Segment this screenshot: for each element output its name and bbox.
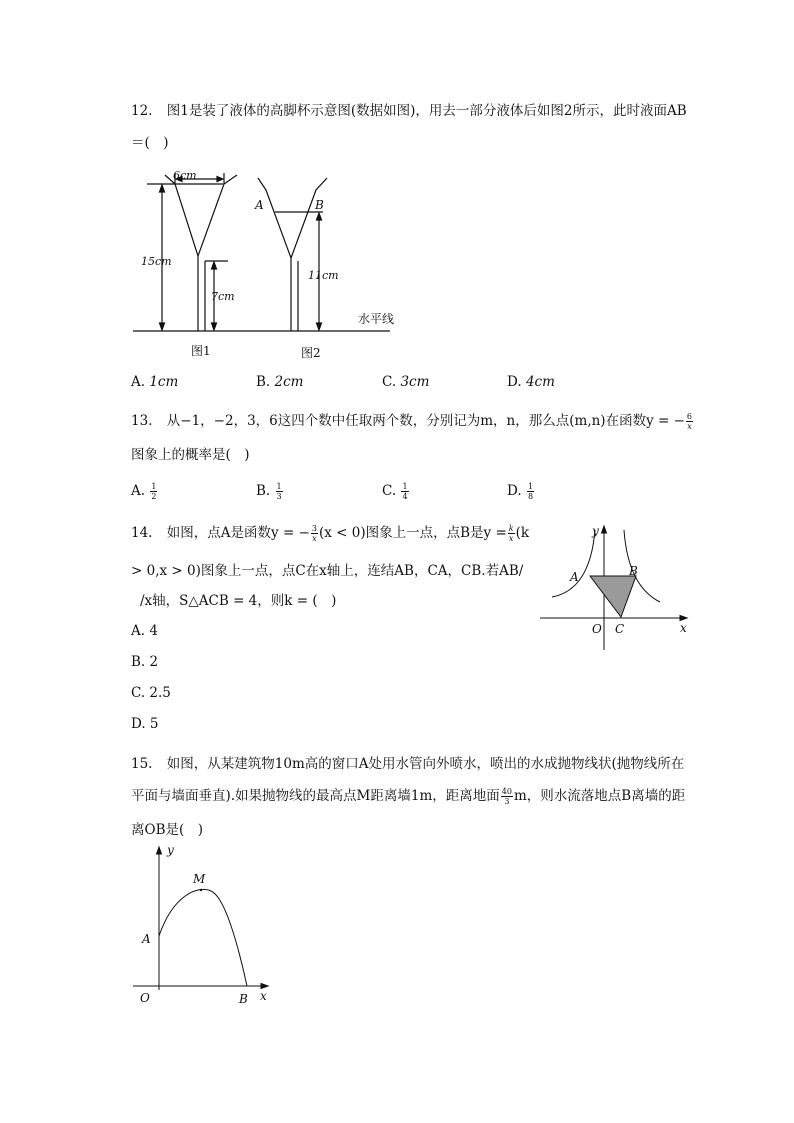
q14-stem-a: 如图，点A是函数y = − [166,525,310,541]
q13-line2: 图象上的概率是( ) [131,447,250,463]
q15-point-m: M [193,872,206,886]
q14-number: 14. [131,525,153,541]
q15-stem-text: 如图，从某建筑物10m高的窗口A处用水管向外喷水，喷出的水成抛物线状(抛物线所在 [166,756,685,772]
q12-figure [125,160,415,365]
triangle-acb [590,576,636,617]
q12-number: 12. [131,103,153,119]
q13-line1 [131,411,694,431]
q14-figure [535,520,695,655]
q15-line2: 平面与墙面垂直).如果抛物线的最高点M距离墙1m，距离地面 $\frac{40}{3}$ m，则水流落地点B离墙的距 [131,787,686,806]
q14-line3: /x轴，S△ACB = 4，则k = ( ) [140,593,337,609]
vertex-m [200,889,202,891]
q14-option-c[interactable]: C. 2.5 [131,685,171,701]
q12-line2: ＝( ) [131,135,169,151]
fig2-caption: 图2 [301,346,321,360]
q13-fraction: $\frac{6}{x}$ [686,412,693,431]
q14-point-c: C [615,622,625,636]
fig1-stem-label: 7cm [211,290,235,303]
fig1-cup-left [165,175,198,256]
q15-line1 [131,754,684,774]
q14-point-b: B [629,564,638,578]
q15-number: 15. [131,756,153,772]
parabola [159,889,247,986]
q14-line1: 14. 如图，点A是函数y = − $\frac{3}{x}$ (x < 0)图象上一点，点B是y = $\frac{k}{x}$ (k [131,524,530,543]
q15-figure [125,840,285,1010]
q13-option-c[interactable]: C. $\frac{1}{4}$ [382,482,408,501]
fig2-cup-left [258,178,291,258]
q13-option-a[interactable]: A. $\frac{1}{2}$ [131,482,157,501]
q12-stem-text: 图1是装了液体的高脚杯示意图(数据如图)，用去一部分液体后如图2所示，此时液面AB [166,103,687,119]
q12-option-d[interactable]: D. 4cm [507,374,555,390]
q13-stem-text: 从−1，−2，3，6这四个数中任取两个数，分别记为m，n，那么点(m,n)在函数y = − [166,413,685,429]
q15-point-a: A [142,932,151,946]
q14-x-label: x [680,621,687,635]
fig2-liquid-label: 11cm [308,269,339,282]
q14-line2: > 0,x > 0)图象上一点，点C在x轴上，连结AB，CA，CB.若AB/ [131,563,524,579]
q14-option-a[interactable]: A. 4 [131,623,158,639]
left-hyperbola [552,530,595,597]
q15-y-label: y [167,843,174,857]
q12-option-c[interactable]: C. 3cm [382,374,430,390]
q14-point-a: A [570,570,579,584]
fig1-cup-right [198,175,237,256]
fig2-point-a: A [255,198,264,212]
q12-option-a[interactable]: A. 1cm [131,374,179,390]
q12-option-b[interactable]: B. 2cm [256,374,304,390]
q12-line1 [131,101,687,121]
q14-y-label: y [592,524,599,538]
fig1-caption: 图1 [191,344,211,358]
q14-option-b[interactable]: B. 2 [131,654,159,670]
q15-origin-label: O [140,991,150,1005]
q13-option-d[interactable]: D. $\frac{1}{8}$ [507,482,534,501]
fig1-height-label: 15cm [141,255,172,268]
horizon-label: 水平线 [358,312,395,326]
q13-number: 13. [131,413,153,429]
q15-x-label: x [260,989,267,1003]
fig2-cup-right [291,178,327,258]
q14-origin-label: O [592,622,602,636]
q15-line3: 离OB是( ) [131,822,204,838]
q14-option-d[interactable]: D. 5 [131,716,159,732]
fig2-point-b: B [315,198,324,212]
fig1-width-label: 6cm [173,169,197,182]
q15-point-b: B [239,992,248,1006]
q13-option-b[interactable]: B. $\frac{1}{3}$ [256,482,282,501]
